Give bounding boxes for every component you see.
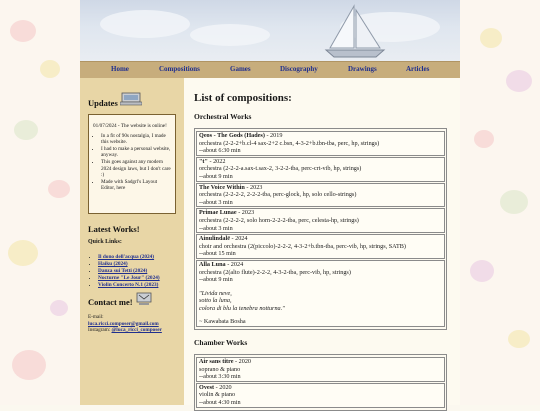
update-item: • In a fit of 90s nostalgia, I made this website.	[101, 133, 171, 146]
chamber-works-heading: Chamber Works	[194, 338, 248, 347]
email-link[interactable]: luca.ricci.composer@gmail.com	[88, 320, 159, 327]
poem-line: sotto la luna,	[199, 297, 232, 305]
composition-entry	[196, 183, 445, 208]
composition-year: - 2020	[233, 358, 252, 365]
composition-name: Ainulindalë	[199, 235, 230, 243]
composition-instrumentation: orchestra (2-2-2-a.sax-t.sax-2, 3-2-2-tba, perc-crt-vib, hp, strings)	[199, 165, 362, 173]
instagram-label: Instagram:	[88, 327, 111, 333]
composition-duration: --about 9 min	[199, 172, 233, 180]
sailboat-icon	[320, 4, 390, 60]
update-item[interactable]: • Made with Sadgrl's Layout Editor, here	[101, 179, 171, 192]
composition-name: The Voice Within	[199, 183, 245, 191]
quick-link[interactable]: Nocturne "Le Jour" (2024)	[98, 275, 160, 281]
composition-instrumentation: violin & piano	[199, 391, 236, 399]
composition-duration: --about 4:30 min	[199, 398, 241, 406]
nav-discography[interactable]: Discography	[280, 65, 318, 73]
quick-links-label: Quick Links:	[88, 239, 122, 245]
composition-entry	[196, 383, 445, 408]
site-container	[80, 0, 460, 405]
composition-instrumentation: soprano & piano	[199, 365, 241, 373]
composition-name: Air sans titre	[199, 358, 234, 365]
nav-drawings[interactable]: Drawings	[348, 65, 377, 73]
contact-info	[88, 314, 162, 334]
quick-link[interactable]: Violin Concerto N.1 (2023)	[98, 282, 159, 288]
composition-year: - 2023	[244, 183, 263, 191]
composition-entry	[196, 357, 445, 382]
nav-articles[interactable]: Articles	[406, 65, 430, 73]
updates-box	[88, 114, 176, 214]
composition-instrumentation: orchestra (2-2-2-2, 2-2-2-tba, perc-glock, hp, solo cello-strings)	[199, 191, 357, 199]
composition-name: Qeos - The Gods (Hades)	[199, 132, 265, 139]
update-item: • This goes against any modern 2024 design laws, but I don't care :)	[101, 159, 171, 179]
poem-line: "Livida neve,	[199, 289, 232, 297]
update-date: 01/07/2024 - The website is online!	[93, 123, 167, 129]
quick-link[interactable]: Danza sui Tetti (2024)	[98, 268, 148, 274]
composition-year: - 2019	[264, 132, 283, 139]
composition-name: "t"	[199, 157, 208, 165]
composition-instrumentation: orchestra (2-2-2+b.cl-4 sax-2+2 c.bsn, 4-3-2+b.tbn-tba, perc, hp, strings)	[199, 139, 380, 147]
orchestral-works-table	[194, 128, 447, 330]
header-banner	[80, 0, 460, 61]
email-label: E-mail:	[88, 314, 104, 320]
composition-duration: --about 3 min	[199, 224, 233, 232]
composition-duration: --about 9 min	[199, 276, 233, 284]
composition-entry	[196, 131, 445, 156]
composition-year: - 2020	[214, 383, 232, 391]
composition-entry	[196, 260, 445, 327]
composition-year: - 2023	[236, 209, 255, 217]
nav-compositions[interactable]: Compositions	[159, 65, 200, 73]
latest-works-heading: Latest Works!	[88, 224, 140, 234]
contact-heading: Contact me!	[88, 297, 133, 307]
composition-instrumentation: orchestra (2(alto flute)-2-2-2, 4-3-2-tba, perc-vib, hp, strings)	[199, 268, 351, 276]
composition-name: Ovest	[199, 383, 215, 391]
updates-heading: Updates	[88, 98, 118, 108]
composition-entry	[196, 234, 445, 259]
quick-link[interactable]: Haiku (2024)	[98, 261, 128, 267]
composition-duration: --about 15 min	[199, 250, 236, 258]
composition-name: Primae Lunae	[199, 209, 237, 217]
composition-instrumentation: choir and orchestra (2(piccolo)-2-2-2, 4-3-2+b.tbn-tba, perc-vib, hp, strings, SATB)	[199, 242, 406, 250]
composition-year: - 2024	[229, 235, 248, 243]
quick-links-list	[90, 254, 160, 289]
update-item: • I had to make a personal website, anyway.	[101, 146, 171, 159]
composition-duration: --about 3 min	[199, 198, 233, 206]
mail-computer-icon	[136, 292, 152, 306]
instagram-link[interactable]: @luca_ricci_composer	[111, 327, 162, 333]
computer-icon	[120, 92, 142, 106]
right-flower-background	[460, 0, 540, 405]
left-flower-background	[0, 0, 80, 405]
sidebar	[80, 78, 184, 405]
composition-year: - 2022	[207, 157, 226, 165]
composition-duration: --about 6:30 min	[199, 147, 241, 155]
chamber-works-table	[194, 354, 447, 411]
composition-instrumentation: orchestra (2-2-2-2, solo horn-2-2-2-tba, perc, celesta-hp, strings)	[199, 216, 359, 224]
nav-home[interactable]: Home	[111, 65, 129, 73]
main-content	[184, 78, 460, 405]
composition-year: - 2024	[225, 260, 244, 268]
composition-duration: --about 3:30 min	[199, 373, 241, 381]
composition-entry	[196, 208, 445, 233]
poem-author: ~ Kawabata Bosha	[199, 318, 246, 326]
nav-bar	[80, 61, 460, 79]
quick-link[interactable]: Il dono dell'acqua (2024)	[98, 254, 155, 260]
page-title: List of compositions:	[194, 92, 292, 104]
composition-entry	[196, 157, 445, 182]
orchestral-works-heading: Orchestral Works	[194, 112, 252, 121]
nav-games[interactable]: Games	[230, 65, 251, 73]
composition-name: Alla Luna	[199, 260, 226, 268]
poem-line: colora di blu la tenebra notturna."	[199, 304, 285, 312]
